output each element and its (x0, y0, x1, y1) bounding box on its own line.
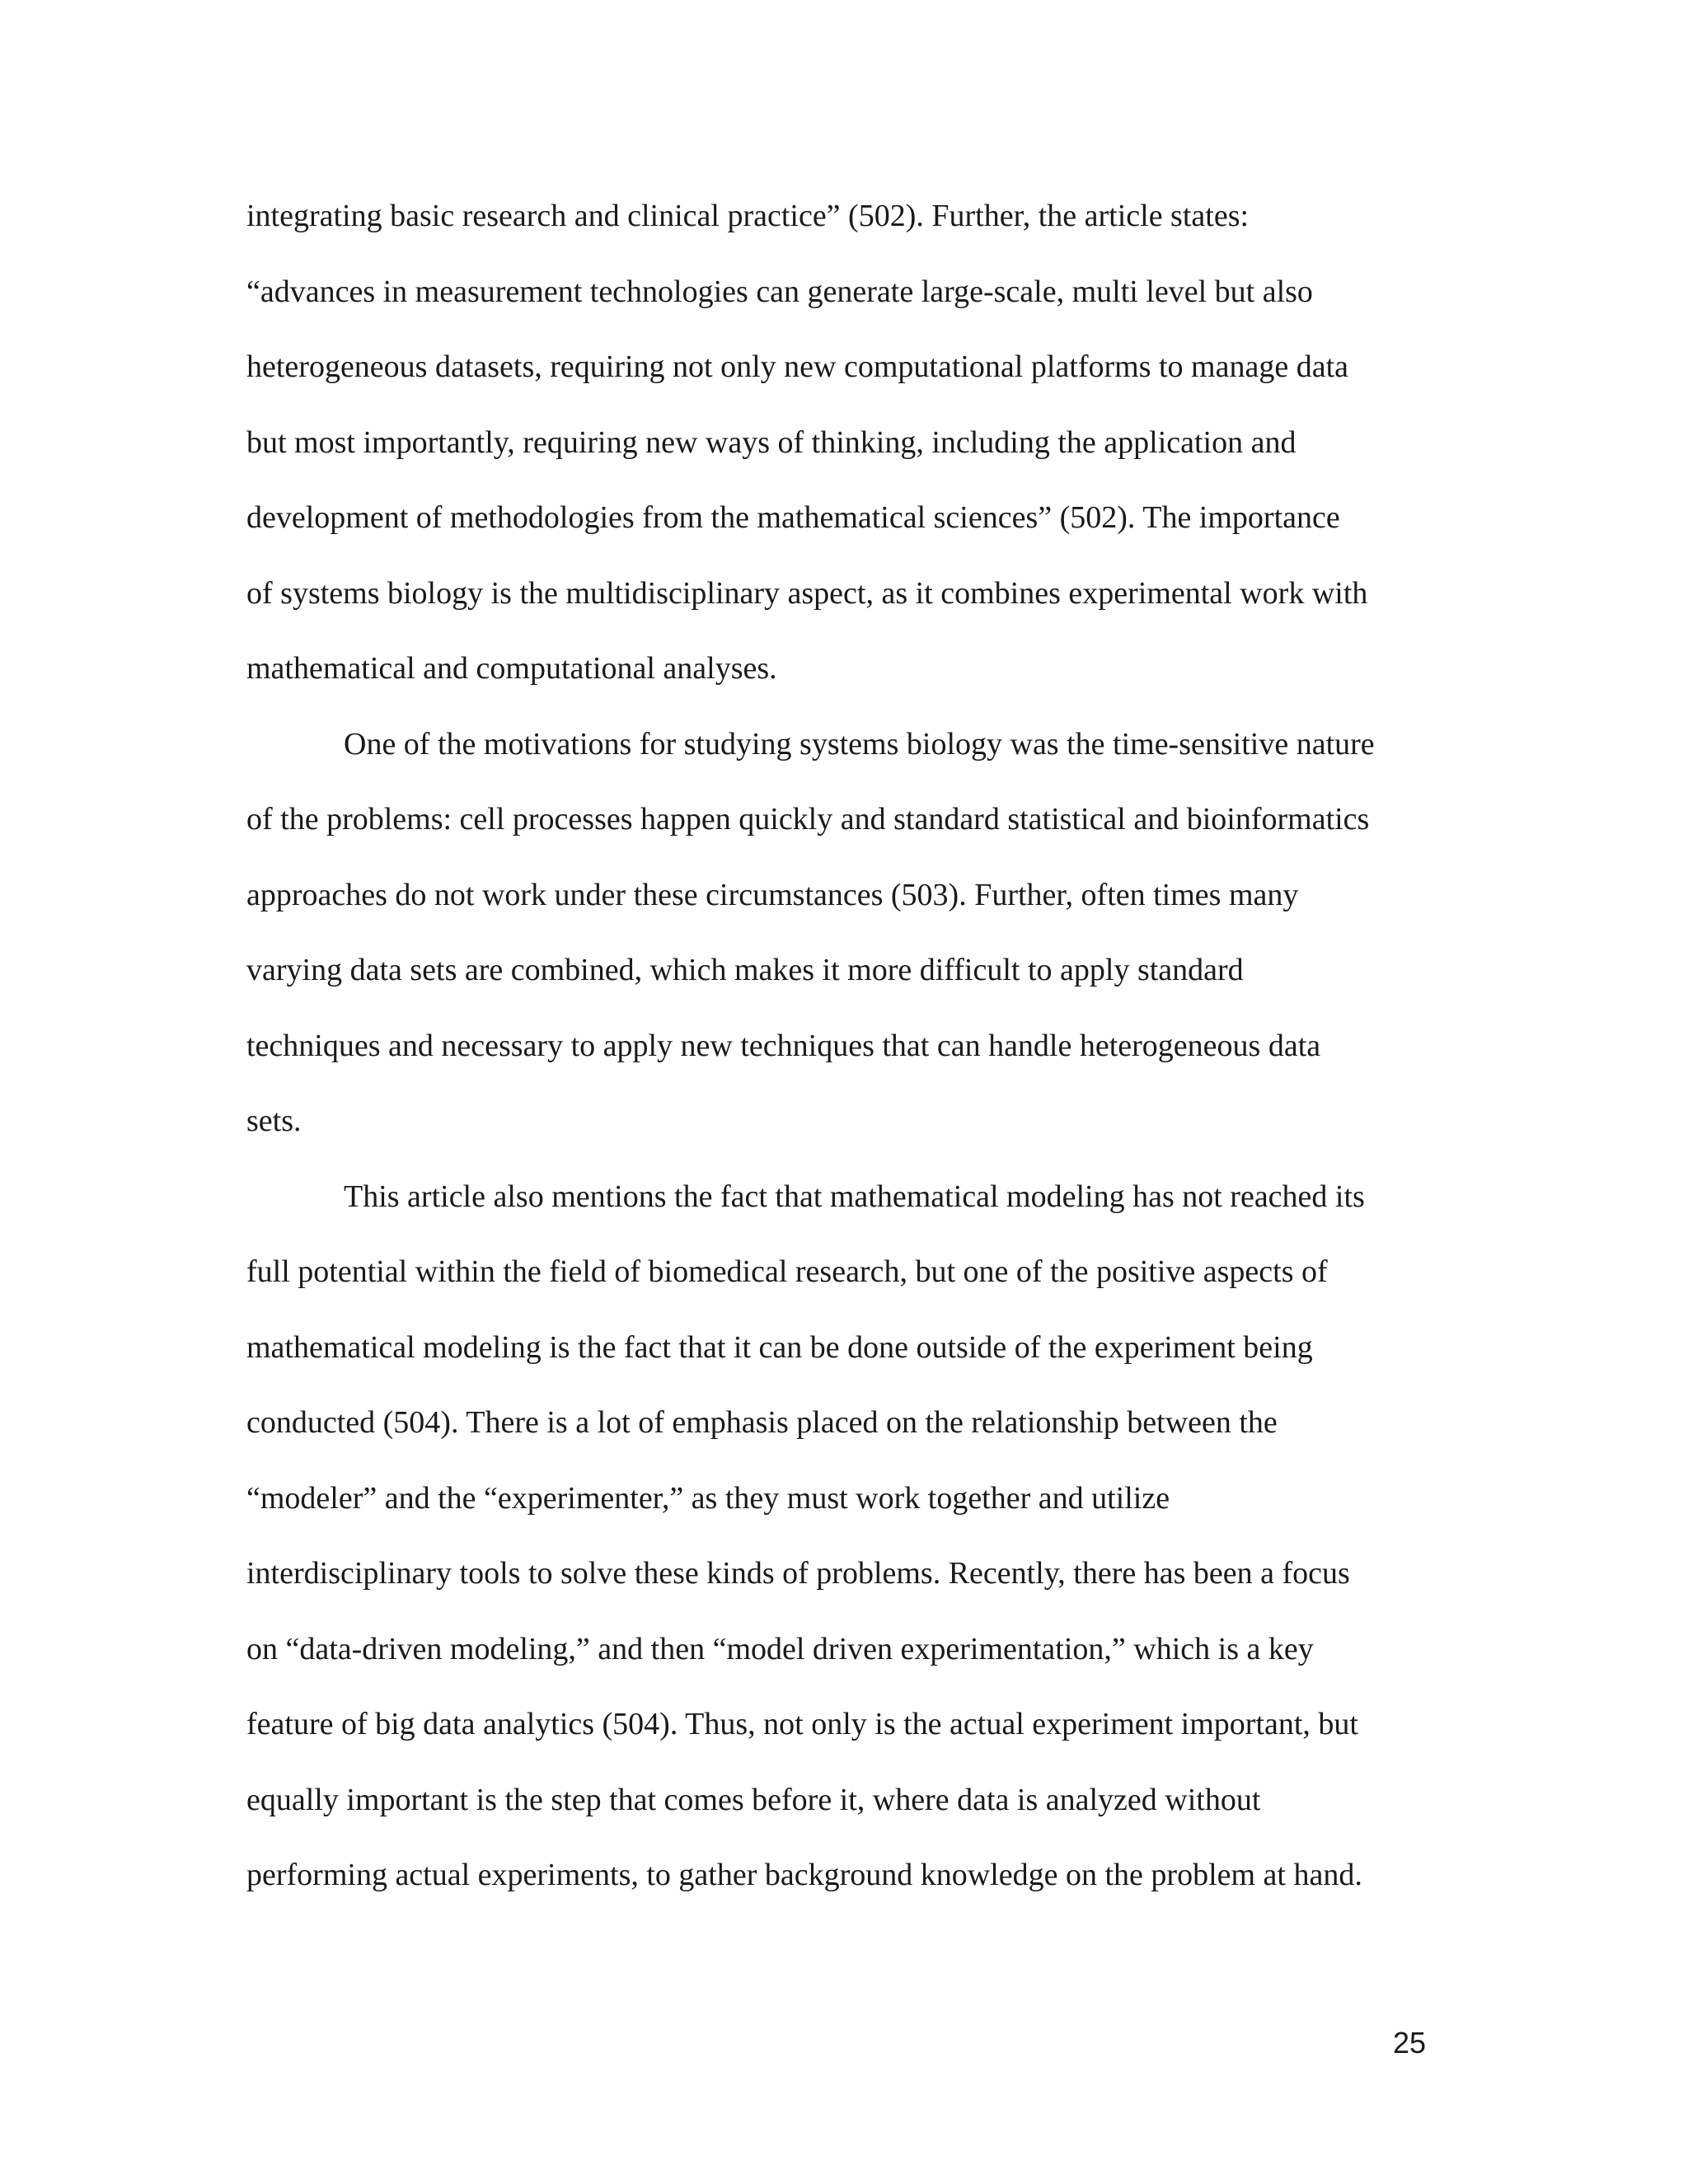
text-line: “advances in measurement technologies can generate large-scale, multi level but also (246, 274, 1313, 309)
text-line: full potential within the field of biomedical research, but one of the positive aspects of (246, 1254, 1328, 1289)
text-line: mathematical and computational analyses. (246, 651, 777, 686)
text-line: sets. (246, 1104, 302, 1138)
text-line: of systems biology is the multidisciplinary aspect, as it combines experimental work with (246, 575, 1368, 611)
text-line: feature of big data analytics (504). Thus, not only is the actual experiment important, but (246, 1707, 1358, 1741)
body-text (246, 191, 1442, 1926)
text-line: but most importantly, requiring new ways of thinking, including the application and (246, 424, 1296, 460)
text-line: techniques and necessary to apply new techniques that can handle heterogeneous data (246, 1028, 1321, 1063)
text-line: interdisciplinary tools to solve these kinds of problems. Recently, there has been a focus (246, 1556, 1350, 1591)
text-line: varying data sets are combined, which makes it more difficult to apply standard (246, 953, 1244, 987)
paragraph-first-line: This article also mentions the fact that mathematical modeling has not reached its (344, 1179, 1365, 1214)
text-line: performing actual experiments, to gather background knowledge on the problem at hand. (246, 1858, 1362, 1892)
text-line: on “data-driven modeling,” and then “model driven experimentation,” which is a key (246, 1631, 1314, 1666)
text-line: development of methodologies from the mathematical sciences” (502). The importance (246, 500, 1340, 535)
text-line: integrating basic research and clinical practice” (502). Further, the article states: (246, 199, 1250, 233)
text-line: mathematical modeling is the fact that it can be done outside of the experiment being (246, 1329, 1313, 1365)
paragraph-first-line: One of the motivations for studying systems biology was the time-sensitive nature (344, 726, 1375, 762)
text-line: approaches do not work under these circumstances (503). Further, often times many (246, 877, 1299, 912)
text-line: heterogeneous datasets, requiring not only new computational platforms to manage data (246, 349, 1348, 384)
page-number: 25 (1393, 2026, 1427, 2060)
text-line: of the problems: cell processes happen quickly and standard statistical and bioinformatics (246, 802, 1370, 837)
text-line: “modeler” and the “experimenter,” as they must work together and utilize (246, 1480, 1170, 1516)
text-line: equally important is the step that comes before it, where data is analyzed without (246, 1782, 1261, 1817)
text-line: conducted (504). There is a lot of emphasis placed on the relationship between the (246, 1405, 1278, 1440)
